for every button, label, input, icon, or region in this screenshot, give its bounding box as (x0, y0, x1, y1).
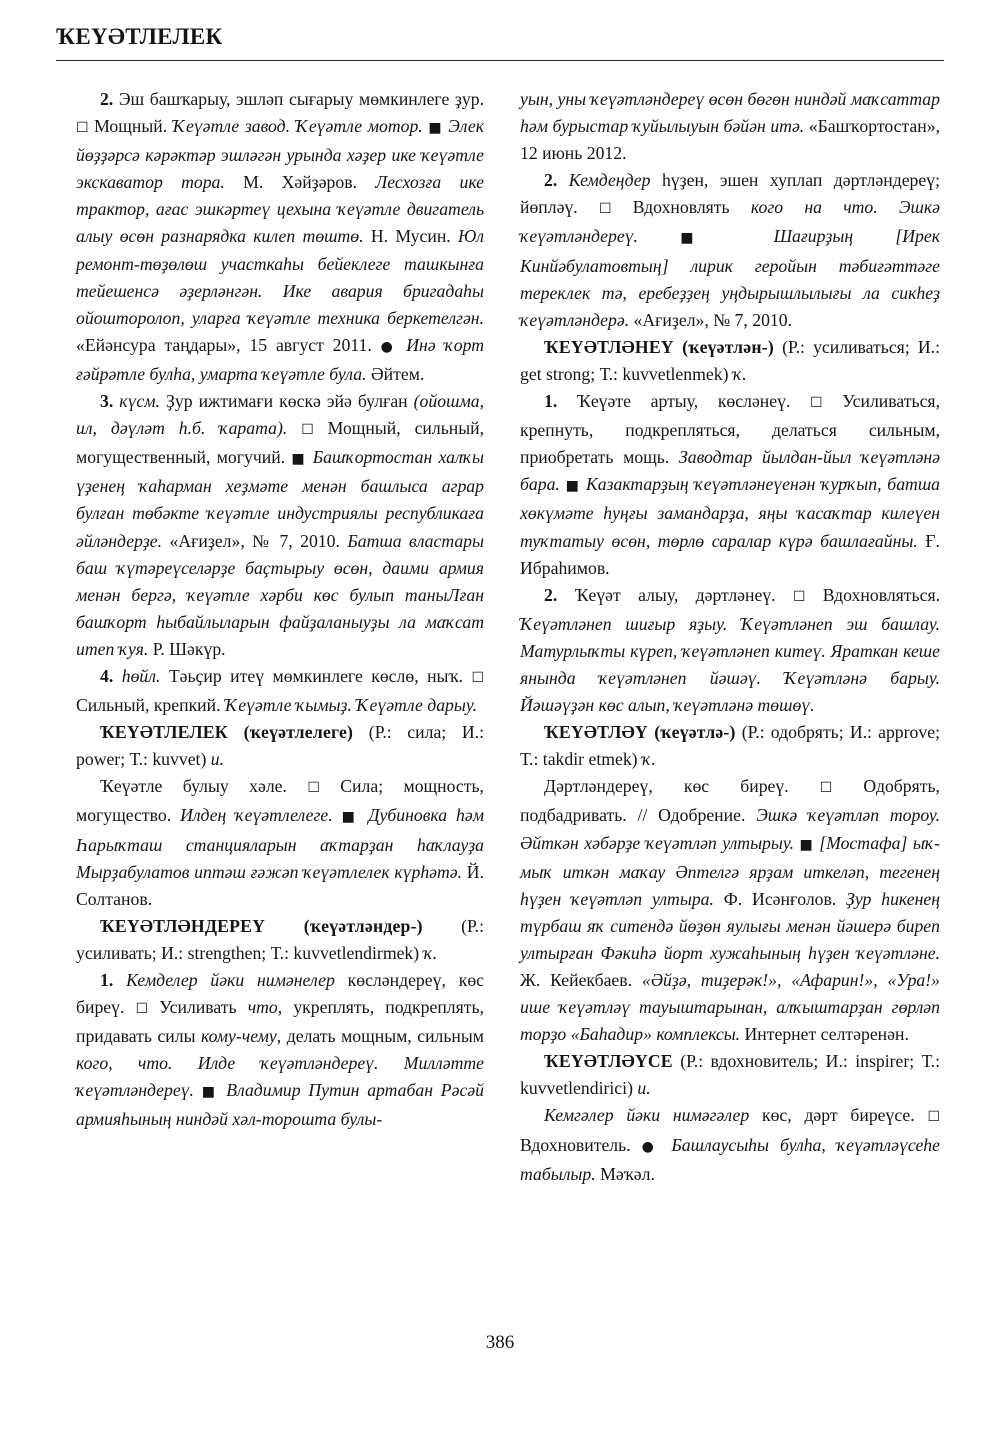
entry-paragraph: 3. күсм. Ҙур ижтимағи көскә эйә булған (ойошма, ил, дәүләт һ.б. ҡарата). ☐ Мощный, сильный, могущественный, могучий. ■ Башҡортостан халҡы үҙенең ҡаһарман хеҙмәте менән башлыса аграр булған төбәкте ҡеүәтле индустриялы республикаға әйләндерҙе. «Ағиҙел», № 7, 2010. Батша властары баш ҡүтәреүселәрҙе баҫтырыу өсөн, даими армия менән бергә, ҡеүәтле хәрби көс булып таныЛған башҡорт һыбайлыларын файҙаланыуҙы ла маҡсат итеп ҡуя. Р. Шәкүр. (76, 391, 485, 659)
entry-paragraph: 2. Эш башҡарыу, эшләп сығарыу мөмкинлеге ҙур. ☐ Мощный. Ҡеүәтле завод. Ҡеүәтле мотор. ■ Элек йөҙҙәрсә кәрәктәр эшләгән урында хәҙер ике ҡеүәтле экскаватор тора. М. Хәйҙәров. Лесхозға ике трактор, ағас эшкәртеү цехына ҡеүәтле двигатель алыу өсөн разнарядка килеп төштө. Н. Мусин. Юл ремонт-төҙөлөш участкаһы бейеклеге ташкынға тейешенсә әҙерләнгән. Ике авария бригадаһы ойошторолоп, уларға ҡеүәтле техника беркетелгән. «Ейәнсура таңдары», 15 август 2011. ● Инә ҡорт ғәйрәтле булһа, умарта ҡеүәтле була. Әйтем. (76, 89, 485, 384)
entry-paragraph: 1. Кемделер йәки нимәнелер көсләндереү, көс биреү. ☐ Усиливать что, укреплять, подкреплять, придавать силы кому-чему, делать мощным, сильным кого, что. Илде ҡеүәтләндереү. Милләтте ҡеүәтләндереү. ■ Владимир Путин артабан Рәсәй армияһының ниндәй хәл-торошта булы- (76, 970, 485, 1130)
header-rule (56, 60, 944, 61)
entry-paragraph: 2. Ҡеүәт алыу, дәртләнеү. ☐ Вдохновляться. Ҡеүәтләнеп шиғыр яҙыу. Ҡеүәтләнеп эш башлау. Матурлыҡты күреп, ҡеүәтләнеп китеү. Яраткан кеше янында ҡеүәтләнеп йәшәү. Ҡеүәтләнә барыу. Йәшәүҙән көс алып, ҡеүәтләнә төшөү. (520, 584, 940, 716)
entry-paragraph: Дәртләндереү, көс биреү. ☐ Одобрять, подбадривать. // Одобрение. Эшкә ҡеүәтләп тороу. Әйткән хәбәрҙе ҡеүәтләп ултырыу. ■ [Мостафа] ыҡ-мыҡ иткән маҡау Әптелгә ярҙам иткеләп, тегенең һүҙен ҡеүәтләп ултыра. Ф. Исәнғолов. Ҙур һикенең түрбаш яҡ ситендә йөҙөн яулығы менән йәшерә биреп ултырған Фәкиһә йорт хужаһының һүҙен ҡеүәтләне. Ж. Кейекбаев. «Әйҙә, тиҙерәк!», «Афарин!», «Ура!» ише ҡеүәтләү тауыштарынан, алҡыштарҙан гөрләп торҙо «Баһадир» комплексы. Интернет селтәренән. (520, 776, 941, 1045)
headword-entry: ҠЕҮӘТЛӘҮ (ҡеүәтлә-) (Р.: одобрять; И.: approve; Т.: takdir etmek) ҡ. (520, 722, 940, 770)
page-number: 386 (485, 1332, 515, 1353)
headword-entry: ҠЕҮӘТЛӘНЕҮ (ҡеүәтлән-) (Р.: усиливаться; И.: get strong; Т.: kuvvetlenmek) ҡ. (520, 336, 940, 384)
entry-paragraph: Ҡеүәтле булыу хәле. ☐ Сила; мощность, могущество. Илдең ҡеүәтлелеге. ■ Дубиновка һәм Һарыҡташ станцияларын аҡтарҙан һаҡлауҙа Мырҙабулатов иптәш ғәжәп ҡеүәтлелек күрһәтә. Й. Солтанов. (76, 776, 485, 909)
entry-paragraph: 4. һөйл. Тәьҫир итеү мөмкинлеге көслө, ныҡ. ☐ Сильный, крепкий. Ҡеүәтле ҡымыҙ. Ҡеүәтле дарыу. (76, 665, 484, 716)
left-column (76, 86, 484, 1134)
entry-paragraph: уын, уны ҡеүәтләндереү өсөн бөгөн ниндәй маҡсаттар һәм бурыстар ҡуйылыуын бәйән итә. «Башҡортостан», 12 июнь 2012. (520, 89, 940, 164)
headword-entry: ҠЕҮӘТЛЕЛЕК (ҡеүәтлелеге) (Р.: сила; И.: power; Т.: kuvvet) и. (76, 722, 484, 770)
running-header: ҠЕҮӘТЛЕЛЕК (56, 24, 223, 49)
entry-paragraph: Кемгәлер йәки нимәгәлер көс, дәрт биреүсе. ☐ Вдохновитель. ● Башлаусыһы булһа, ҡеүәтләүсеһе табылыр. Мәҡәл. (520, 1105, 941, 1184)
right-column (520, 86, 940, 1188)
entry-paragraph: 1. Ҡеүәте артыу, көсләнеү. ☐ Усиливаться, крепнуть, подкрепляться, делаться сильным, приобретать мощь. Заводтар йылдан-йыл ҡеүәтләнә бара. ■ Казактарҙың ҡеүәтләнеүенән ҡурҡып, батша хөкүмәте һуңғы замандарҙа, яңы ҡасаҡтар килеүен туҡтатыу өсөн, төрлө саралар күрә башлағайны. Ғ. Ибраһимов. (520, 391, 941, 578)
headword-entry: ҠЕҮӘТЛӘҮСЕ (Р.: вдохновитель; И.: inspirer; Т.: kuvvetlendirici) и. (520, 1051, 940, 1099)
entry-paragraph: 2. Кемдеңдер һүҙен, эшен хуплап дәртләндереү; йөпләү. ☐ Вдохновлять кого на что. Эшкә ҡеүәтләндереү. ■ Шағирҙың [Ирек Кинйәбулатовтың] лирик геройын тәбиғәттәге тереклек тә, еребеҙҙең уңдырышлылығы ла сикһеҙ ҡеүәтләндерә. «Ағиҙел», № 7, 2010. (520, 170, 941, 330)
headword-entry: ҠЕҮӘТЛӘНДЕРЕҮ (ҡеүәтләндер-) (Р.: усиливать; И.: strengthen; Т.: kuvvetlendirmek) ҡ. (76, 915, 484, 963)
